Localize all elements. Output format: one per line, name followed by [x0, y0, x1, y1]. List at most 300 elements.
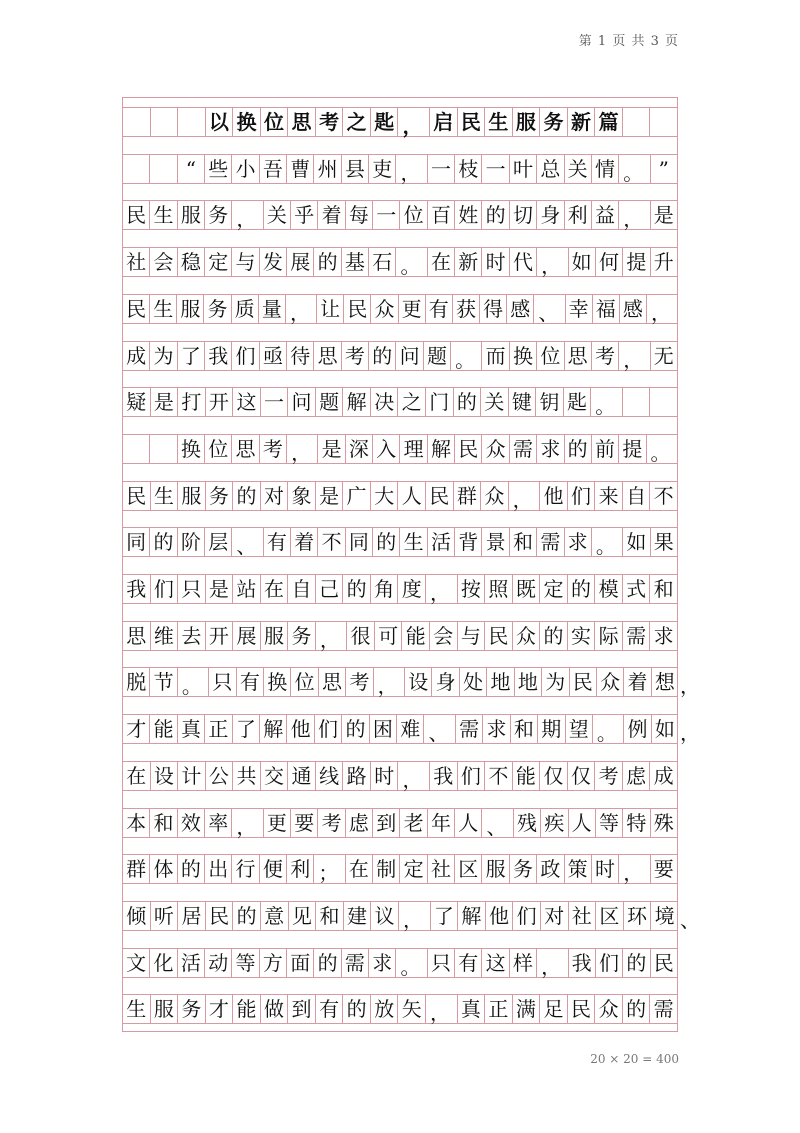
grid-cell: 区 — [595, 902, 623, 930]
grid-cell: 不 — [649, 482, 678, 510]
grid-cell: 群 — [122, 855, 149, 883]
grid-cell: 新 — [454, 248, 481, 276]
grid-cell: 与 — [457, 622, 485, 650]
grid-cell: 钥 — [535, 388, 563, 416]
grid-cell: 民 — [122, 295, 149, 323]
grid-cell: 身 — [431, 668, 458, 696]
grid-cell: 才 — [205, 995, 233, 1023]
grid-cell: 考 — [591, 342, 618, 370]
grid-cell: 式 — [622, 575, 650, 603]
grid-cell: 量 — [258, 295, 285, 323]
grid-cell: 和 — [509, 528, 536, 556]
grid-cell: ， — [397, 108, 429, 136]
grid-cell: 务 — [539, 108, 567, 136]
grid-cell: 背 — [454, 528, 481, 556]
grid-cell: 正 — [204, 715, 231, 743]
grid-cell: 能 — [512, 762, 540, 790]
grid-cell: 题 — [423, 342, 450, 370]
grid-cell: 务 — [205, 482, 233, 510]
grid-cell: 换 — [232, 108, 260, 136]
grid-cell: 能 — [232, 995, 260, 1023]
grid-cell: 得 — [479, 295, 506, 323]
grid-cell: 之 — [342, 108, 370, 136]
grid-cell: 总 — [536, 155, 563, 183]
grid-cell: 照 — [484, 575, 512, 603]
grid-cell: 的 — [177, 855, 204, 883]
grid-cell: 。 — [450, 342, 481, 370]
grid-cell: 建 — [343, 902, 371, 930]
grid-cell: 矢 — [397, 995, 425, 1023]
grid-cell: 足 — [539, 995, 567, 1023]
grid-cell: 与 — [231, 248, 258, 276]
grid-cell: 。 — [395, 949, 426, 977]
grid-cell: 象 — [287, 482, 315, 510]
grid-cell: 提 — [622, 248, 649, 276]
grid-cell: 。 — [395, 248, 426, 276]
grid-cell: 在 — [427, 248, 454, 276]
grid-cell: 生 — [122, 995, 150, 1023]
grid-cell: 一 — [427, 155, 454, 183]
grid-cell: 乎 — [290, 201, 317, 229]
grid-cell: 感 — [506, 295, 533, 323]
grid-cell: ， — [286, 435, 317, 463]
grid-cell: 的 — [313, 248, 340, 276]
grid-cell: 求 — [368, 949, 395, 977]
grid-cell: 他 — [485, 902, 513, 930]
grid-cell: 化 — [149, 949, 176, 977]
grid-cell: 务 — [509, 855, 536, 883]
grid-cell: 着 — [290, 528, 317, 556]
grid-cell: 我 — [122, 575, 150, 603]
grid-cell: 有 — [425, 295, 452, 323]
grid-cell: 需 — [622, 622, 650, 650]
grid-cell: 务 — [177, 995, 205, 1023]
grid-cell: 样 — [509, 949, 536, 977]
grid-cell — [122, 155, 149, 183]
grid-cell: 会 — [429, 622, 457, 650]
grid-cell: 质 — [231, 295, 258, 323]
grid-cell: 等 — [595, 809, 622, 837]
grid-cell: 求 — [649, 622, 678, 650]
grid-cell: 共 — [232, 762, 260, 790]
grid-cell: 众 — [594, 995, 622, 1023]
grid-cell: 地 — [486, 668, 513, 696]
grid-cell: 定 — [399, 855, 426, 883]
grid-cell: 等 — [231, 949, 258, 977]
grid-cell: 和 — [510, 715, 537, 743]
grid-cell: 幸 — [565, 295, 592, 323]
grid-cell: 们 — [231, 342, 258, 370]
grid-cell: 对 — [260, 482, 288, 510]
grid-cell: 生 — [484, 108, 512, 136]
grid-cell: 。 — [618, 155, 649, 183]
grid-cell: 通 — [287, 762, 315, 790]
grid-cell — [649, 108, 678, 136]
grid-cell: 是 — [150, 388, 178, 416]
overflow-punctuation: ， — [680, 721, 700, 746]
grid-spec: 20 × 20 = 400 — [590, 1052, 679, 1066]
grid-cell: ， — [536, 949, 567, 977]
grid-cell: 思 — [287, 108, 315, 136]
grid-cell: 利 — [564, 201, 591, 229]
grid-cell: 而 — [481, 342, 508, 370]
grid-cell: 方 — [259, 949, 286, 977]
grid-cell: 待 — [286, 342, 313, 370]
grid-cell: 服 — [481, 855, 508, 883]
grid-cell: 这 — [481, 949, 508, 977]
grid-cell: 和 — [649, 575, 678, 603]
grid-cell: 实 — [567, 622, 595, 650]
grid-cell: 望 — [565, 715, 592, 743]
grid-cell: 需 — [649, 995, 678, 1023]
grid-cell: 换 — [509, 342, 536, 370]
grid-cell: 度 — [397, 575, 425, 603]
text-row — [122, 341, 678, 371]
grid-cell: 求 — [536, 435, 563, 463]
grid-cell: 们 — [595, 949, 622, 977]
grid-cell: 动 — [204, 949, 231, 977]
grid-cell: 期 — [537, 715, 564, 743]
grid-cell: 的 — [481, 201, 508, 229]
grid-cell: 获 — [452, 295, 479, 323]
grid-cell: 体 — [149, 855, 176, 883]
grid-cell: 制 — [372, 855, 399, 883]
grid-cell: 面 — [286, 949, 313, 977]
grid-cell: 层 — [204, 528, 231, 556]
grid-cell: 无 — [650, 342, 678, 370]
grid-cell: 能 — [149, 715, 176, 743]
grid-cell: ， — [536, 248, 567, 276]
grid-cell: 模 — [594, 575, 622, 603]
grid-cell: 计 — [177, 762, 205, 790]
grid-cell: 解 — [427, 435, 454, 463]
grid-cell: 区 — [454, 855, 481, 883]
grid-cell: 的 — [622, 995, 650, 1023]
grid-cell: ， — [315, 622, 347, 650]
grid-cell: 想 — [651, 668, 678, 696]
grid-cell: 的 — [622, 949, 649, 977]
grid-cell: 同 — [345, 528, 372, 556]
grid-cell: 要 — [650, 855, 678, 883]
grid-cell: 残 — [513, 809, 540, 837]
grid-cell — [122, 108, 150, 136]
grid-cell: 的 — [341, 715, 368, 743]
grid-cell: 换 — [177, 435, 204, 463]
grid-cell: 需 — [509, 435, 536, 463]
grid-cell: 疾 — [540, 809, 567, 837]
grid-cell: “ — [177, 155, 204, 183]
grid-cell: 议 — [370, 902, 398, 930]
grid-cell: 时 — [370, 762, 398, 790]
grid-cell: 社 — [122, 248, 149, 276]
grid-cell: 可 — [374, 622, 402, 650]
grid-cell: 。 — [177, 668, 208, 696]
grid-cell: 众 — [596, 668, 623, 696]
grid-cell: 仅 — [539, 762, 567, 790]
grid-cell: 居 — [177, 902, 205, 930]
grid-cell: 听 — [150, 902, 178, 930]
grid-cell: 是 — [317, 435, 344, 463]
grid-cell: 务 — [203, 295, 230, 323]
grid-cell: 行 — [231, 855, 258, 883]
grid-cell: ， — [618, 201, 649, 229]
grid-cell: 考 — [341, 342, 368, 370]
text-row — [122, 434, 678, 464]
grid-cell: 思 — [122, 622, 150, 650]
grid-cell: 是 — [650, 201, 678, 229]
grid-cell: ； — [313, 855, 344, 883]
grid-cell: 一 — [372, 201, 399, 229]
grid-cell: 的 — [372, 528, 399, 556]
grid-cell: 对 — [540, 902, 568, 930]
grid-cell: 思 — [313, 342, 340, 370]
grid-cell: 些 — [204, 155, 231, 183]
grid-cell: 很 — [346, 622, 374, 650]
grid-cell: 姓 — [454, 201, 481, 229]
text-row — [122, 808, 678, 838]
grid-cell: 众 — [480, 482, 508, 510]
grid-cell: 决 — [370, 388, 398, 416]
text-row — [122, 200, 678, 230]
grid-cell: 景 — [481, 528, 508, 556]
grid-cell: 感 — [619, 295, 646, 323]
grid-cell: ， — [425, 575, 457, 603]
grid-cell: 理 — [399, 435, 426, 463]
grid-cell: 众 — [512, 622, 540, 650]
grid-cell: 们 — [150, 575, 178, 603]
grid-cell: 民 — [454, 435, 481, 463]
grid-cell: 福 — [592, 295, 619, 323]
grid-cell: 难 — [396, 715, 423, 743]
grid-cell: 思 — [318, 668, 345, 696]
grid-cell: 开 — [205, 622, 233, 650]
grid-cell: 按 — [457, 575, 485, 603]
grid-cell: 着 — [317, 201, 344, 229]
grid-cell: 定 — [539, 575, 567, 603]
grid-cell: 际 — [594, 622, 622, 650]
grid-cell: 政 — [536, 855, 563, 883]
grid-cell: 大 — [370, 482, 398, 510]
grid-cell: 需 — [455, 715, 482, 743]
grid-cell: 出 — [204, 855, 231, 883]
grid-cell: ， — [618, 855, 649, 883]
grid-cell: 位 — [204, 435, 231, 463]
grid-cell: 一 — [260, 388, 288, 416]
grid-cell: 更 — [398, 295, 425, 323]
grid-cell: 他 — [539, 482, 567, 510]
grid-cell: 一 — [481, 155, 508, 183]
grid-cell: 节 — [149, 668, 176, 696]
grid-cell: 维 — [150, 622, 178, 650]
grid-cell — [649, 388, 678, 416]
grid-cell: 服 — [177, 482, 205, 510]
grid-cell: ， — [646, 295, 678, 323]
grid-cell: 稳 — [177, 248, 204, 276]
grid-cell: 为 — [541, 668, 568, 696]
grid-cell: 开 — [205, 388, 233, 416]
text-row — [122, 667, 700, 699]
grid-cell: 百 — [427, 201, 454, 229]
grid-cell: 民 — [457, 108, 485, 136]
grid-cell: 问 — [395, 342, 422, 370]
grid-cell: ， — [508, 482, 540, 510]
grid-cell: 关 — [564, 155, 591, 183]
grid-cell: 如 — [651, 715, 678, 743]
grid-cell: 在 — [345, 855, 372, 883]
grid-cell: 吏 — [368, 155, 395, 183]
grid-cell: 来 — [594, 482, 622, 510]
grid-cell: 的 — [232, 482, 260, 510]
grid-cell: 解 — [259, 715, 286, 743]
grid-cell: 到 — [372, 809, 399, 837]
grid-cell: 路 — [342, 762, 370, 790]
grid-cell: 生 — [399, 528, 426, 556]
grid-cell: 民 — [567, 995, 595, 1023]
grid-cell: 问 — [287, 388, 315, 416]
grid-cell: 亟 — [259, 342, 286, 370]
grid-cell — [149, 155, 176, 183]
grid-cell: 为 — [149, 342, 176, 370]
grid-cell: 位 — [536, 342, 563, 370]
grid-cell: 站 — [232, 575, 260, 603]
grid-cell: 自 — [287, 575, 315, 603]
grid-cell: 民 — [122, 482, 150, 510]
grid-cell: 见 — [288, 902, 316, 930]
grid-cell: 考 — [594, 762, 622, 790]
grid-cell: 情 — [591, 155, 618, 183]
text-row — [122, 154, 678, 184]
text-row — [122, 714, 700, 746]
grid-cell: 小 — [231, 155, 258, 183]
grid-cell: 要 — [290, 809, 317, 837]
grid-cell: 仅 — [567, 762, 595, 790]
grid-cell: 处 — [459, 668, 486, 696]
grid-cell: 。 — [646, 435, 678, 463]
grid-cell — [177, 108, 205, 136]
grid-cell: 虑 — [345, 809, 372, 837]
grid-cell: 只 — [177, 575, 205, 603]
grid-cell: 基 — [341, 248, 368, 276]
grid-cell: 关 — [480, 388, 508, 416]
grid-cell: 便 — [259, 855, 286, 883]
grid-cell: 启 — [429, 108, 457, 136]
grid-cell: 生 — [149, 201, 176, 229]
grid-cell: 地 — [514, 668, 541, 696]
grid-cell: 会 — [149, 248, 176, 276]
grid-cell: 时 — [591, 855, 618, 883]
grid-cell: 新 — [567, 108, 595, 136]
grid-cell: 有 — [315, 995, 343, 1023]
grid-cell: 年 — [427, 809, 454, 837]
grid-cell: 民 — [650, 949, 678, 977]
grid-cell: 服 — [177, 201, 204, 229]
grid-cell: 们 — [567, 482, 595, 510]
title-row — [122, 107, 678, 137]
grid-cell: 入 — [372, 435, 399, 463]
grid-cell — [622, 108, 650, 136]
grid-cell: 提 — [618, 435, 645, 463]
grid-cell: 前 — [591, 435, 618, 463]
grid-cell: 让 — [316, 295, 343, 323]
grid-cell: 有 — [236, 668, 263, 696]
text-row — [122, 948, 678, 978]
grid-cell: ， — [395, 155, 426, 183]
text-row — [122, 481, 678, 511]
grid-cell: 和 — [315, 902, 343, 930]
grid-cell: 在 — [260, 575, 288, 603]
grid-cell: 位 — [399, 201, 426, 229]
page-indicator: 第 1 页 共 3 页 — [578, 34, 679, 49]
grid-cell: 的 — [564, 435, 591, 463]
grid-cell: 代 — [509, 248, 536, 276]
grid-cell: 的 — [149, 528, 176, 556]
grid-cell: 关 — [263, 201, 290, 229]
grid-cell: 。 — [591, 528, 622, 556]
grid-cell: 不 — [317, 528, 344, 556]
manuscript-grid — [122, 97, 700, 1032]
grid-cell: 满 — [512, 995, 540, 1023]
grid-cell: 我 — [429, 762, 457, 790]
grid-cell: 的 — [313, 949, 340, 977]
grid-cell: 角 — [370, 575, 398, 603]
grid-cell: 策 — [564, 855, 591, 883]
grid-cell: 石 — [368, 248, 395, 276]
text-row — [122, 294, 678, 324]
grid-cell: ， — [397, 762, 429, 790]
grid-cell: 如 — [568, 248, 595, 276]
text-row — [122, 621, 678, 651]
text-row — [122, 247, 678, 277]
grid-cell — [150, 108, 178, 136]
grid-cell: 殊 — [650, 809, 678, 837]
grid-cell: ， — [425, 995, 457, 1023]
grid-cell: 位 — [260, 108, 288, 136]
text-row — [122, 574, 678, 604]
grid-cell: 民 — [205, 902, 233, 930]
grid-cell: 、 — [481, 809, 512, 837]
grid-cell: 率 — [204, 809, 231, 837]
grid-cell: 何 — [595, 248, 622, 276]
grid-cell: 打 — [177, 388, 205, 416]
grid-cell: 和 — [149, 809, 176, 837]
grid-cell: 的 — [342, 995, 370, 1023]
grid-cell: 能 — [401, 622, 429, 650]
grid-cell: 有 — [454, 949, 481, 977]
grid-cell: 真 — [177, 715, 204, 743]
grid-cell: 定 — [204, 248, 231, 276]
grid-cell: 叶 — [509, 155, 536, 183]
grid-cell: 设 — [404, 668, 431, 696]
grid-cell: 正 — [484, 995, 512, 1023]
grid-cell: 们 — [457, 762, 485, 790]
grid-cell: 之 — [397, 388, 425, 416]
grid-cell: 键 — [508, 388, 536, 416]
grid-cell: 效 — [177, 809, 204, 837]
grid-cell: 环 — [623, 902, 651, 930]
grid-cell: 的 — [342, 575, 370, 603]
grid-cell: 以 — [205, 108, 233, 136]
grid-cell: 成 — [122, 342, 149, 370]
overflow-punctuation: ， — [680, 674, 700, 699]
grid-cell: 思 — [564, 342, 591, 370]
grid-cell: 如 — [622, 528, 649, 556]
grid-cell: 需 — [341, 949, 368, 977]
grid-cell: 真 — [457, 995, 485, 1023]
grid-cell: 、 — [533, 295, 564, 323]
grid-cell — [122, 435, 149, 463]
grid-cell: 境 — [650, 902, 678, 930]
grid-cell: 展 — [232, 622, 260, 650]
